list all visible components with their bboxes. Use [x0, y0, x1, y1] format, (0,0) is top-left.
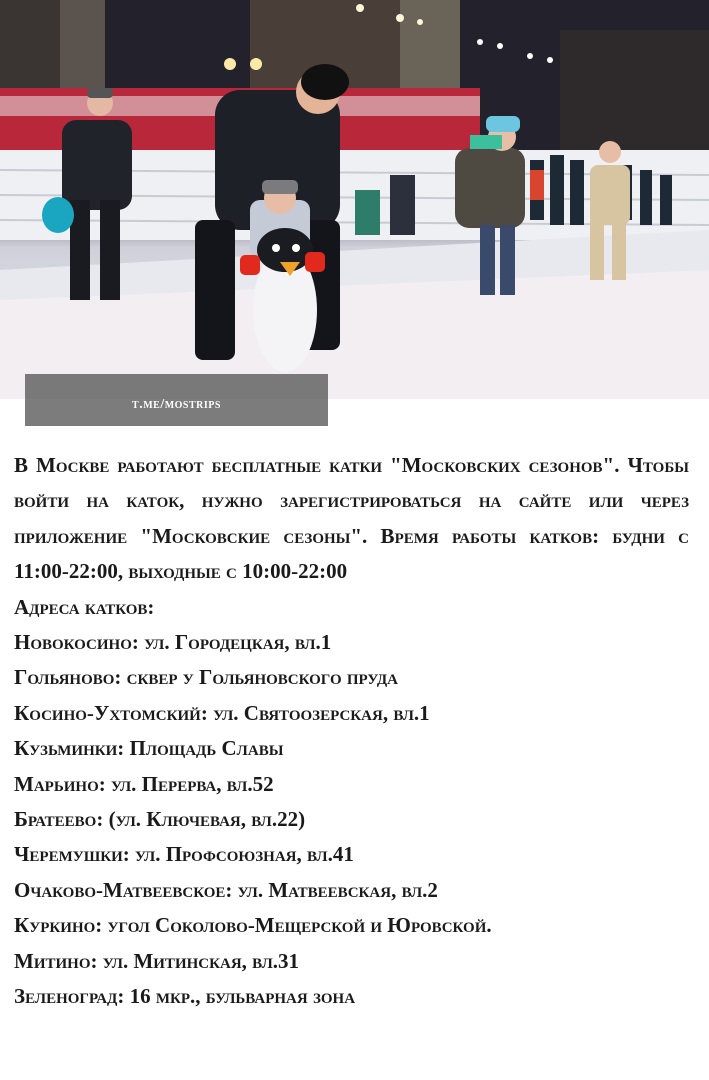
address-item: Братеево: (ул. Ключевая, вл.22)	[14, 807, 306, 832]
ice-rink-photo	[0, 0, 709, 412]
address-item: Новокосино: ул. Городецкая, вл.1	[14, 630, 332, 655]
ice-rink-illustration	[0, 0, 709, 399]
intro-paragraph: В Москве работают бесплатные катки "Московских сезонов". Чтобы войти на каток, нужно зарегистрироваться на сайте или через приложение "Московские сезоны". Время работы катков: будни с 11:00-22:00, выходные с 10:00-22:00	[14, 453, 689, 584]
address-item: Кузьминки: Площадь Славы	[14, 736, 284, 761]
address-item: Черемушки: ул. Профсоюзная, вл.41	[14, 842, 354, 867]
address-item: Гольяново: сквер у Гольяновского пруда	[14, 665, 398, 690]
address-item: Марьино: ул. Перерва, вл.52	[14, 771, 274, 796]
watermark-label: t.me/mostrips	[25, 374, 328, 426]
address-item: Зеленоград: 16 мкр., бульварная зона	[14, 984, 356, 1009]
addresses-heading: Адреса катков:	[14, 594, 155, 619]
address-item: Митино: ул. Митинская, вл.31	[14, 948, 300, 973]
address-item: Куркино: угол Соколово-Мещерской и Юровской.	[14, 913, 492, 938]
article-text	[14, 448, 689, 1015]
address-item: Косино-Ухтомский: ул. Святоозерская, вл.1	[14, 700, 430, 725]
address-item: Очаково-Матвеевское: ул. Матвеевская, вл.2	[14, 877, 438, 902]
